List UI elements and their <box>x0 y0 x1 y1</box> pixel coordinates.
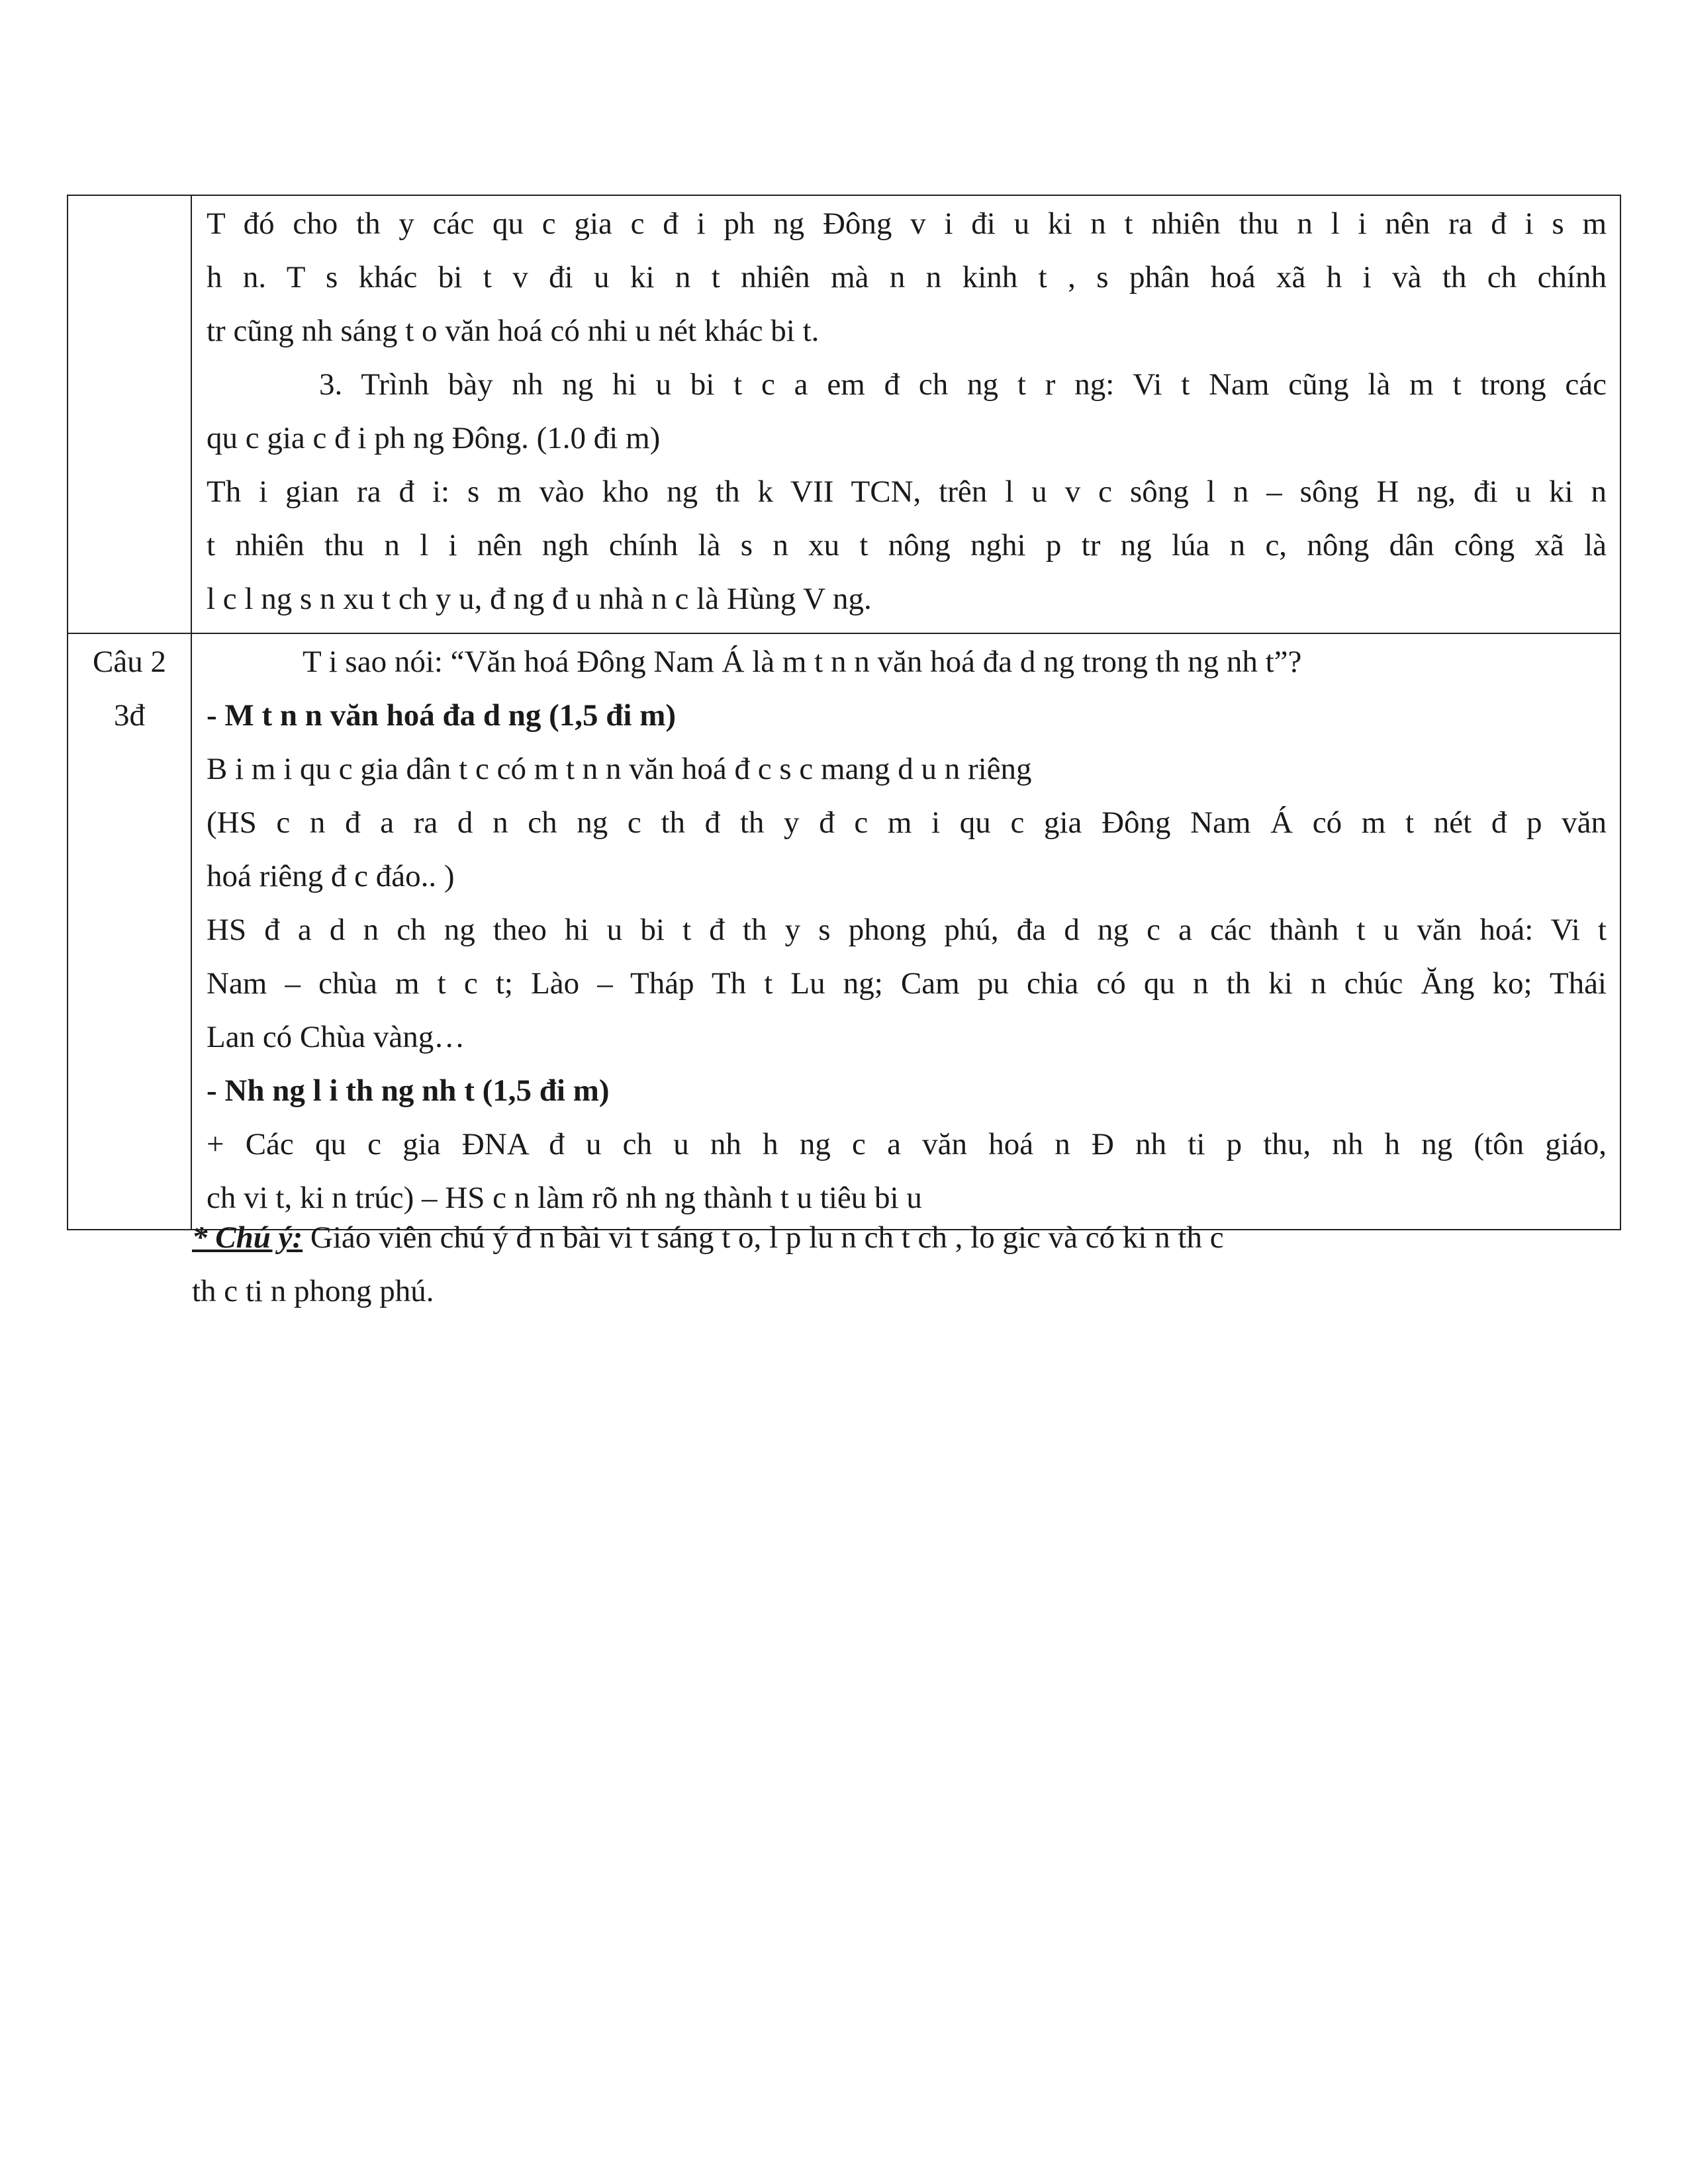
answer-cell <box>191 633 1620 1230</box>
answer-line: l c l ng s n xu t ch y u, đ ng đ u nhà n c là Hùng V ng. <box>207 582 872 616</box>
answer-line: Nam – chùa m t c t; Lào – Tháp Th t Lu ng; Cam pu chia có qu n th ki n chúc Ăng ko; Thái <box>207 966 1607 1001</box>
answer-line: T đó cho th y các qu c gia c đ i ph ng Đông v i đi u ki n t nhiên thu n l i nên ra đ i s m <box>207 206 1607 241</box>
answer-line: ch vi t, ki n trúc) – HS c n làm rõ nh ng thành t u tiêu bi u <box>207 1181 922 1215</box>
answer-line: tr cũng nh sáng t o văn hoá có nhi u nét khác bi t. <box>207 314 820 348</box>
note-text: Giáo viên chú ý đ n bài vi t sáng t o, l p lu n ch t ch , lo gic và có ki n th c <box>303 1220 1224 1255</box>
answer-line: h n. T s khác bi t v đi u ki n t nhiên mà n n kinh t , s phân hoá xã h i và th ch chính <box>207 260 1607 295</box>
answer-line: Lan có Chùa vàng… <box>207 1020 465 1054</box>
answer-line: (HS c n đ a ra d n ch ng c th đ th y đ c m i qu c gia Đông Nam Á có m t nét đ p văn <box>207 805 1607 840</box>
question-text: T i sao nói: “Văn hoá Đông Nam Á là m t n n văn hoá đa d ng trong th ng nh t”? <box>303 645 1302 679</box>
teacher-note <box>192 1211 1503 1318</box>
answer-table <box>67 195 1621 1230</box>
answer-line: B i m i qu c gia dân t c có m t n n văn hoá đ c s c mang d u n riêng <box>207 752 1032 786</box>
question-cell <box>68 633 191 1230</box>
answer-line: HS đ a d n ch ng theo hi u bi t đ th y s phong phú, đa d ng c a các thành t u văn hoá: Vi t <box>207 913 1607 947</box>
answer-cell <box>191 195 1620 633</box>
section-heading: - M t n n văn hoá đa d ng (1,5 đi m) <box>207 698 677 733</box>
section-heading: - Nh ng l i th ng nh t (1,5 đi m) <box>207 1073 610 1108</box>
answer-line: + Các qu c gia ĐNA đ u ch u nh h ng c a văn hoá n Đ nh ti p thu, nh h ng (tôn giáo, <box>207 1127 1607 1161</box>
question-points: 3đ <box>114 698 145 733</box>
table-row <box>68 195 1620 633</box>
answer-line: 3. Trình bày nh ng hi u bi t c a em đ ch ng t r ng: Vi t Nam cũng là m t trong các <box>319 367 1607 402</box>
question-cell <box>68 195 191 633</box>
note-text: th c ti n phong phú. <box>192 1274 434 1308</box>
answer-line: hoá riêng đ c đáo.. ) <box>207 859 455 893</box>
answer-line: Th i gian ra đ i: s m vào kho ng th k VII TCN, trên l u v c sông l n – sông H ng, đi u ki n <box>207 475 1607 509</box>
note-label: * Chú ý: <box>192 1220 303 1255</box>
table-row <box>68 633 1620 1230</box>
answer-line: qu c gia c đ i ph ng Đông. (1.0 đi m) <box>207 421 661 455</box>
question-label: Câu 2 <box>93 645 166 679</box>
answer-line: t nhiên thu n l i nên ngh chính là s n xu t nông nghi p tr ng lúa n c, nông dân công xã là <box>207 528 1607 563</box>
